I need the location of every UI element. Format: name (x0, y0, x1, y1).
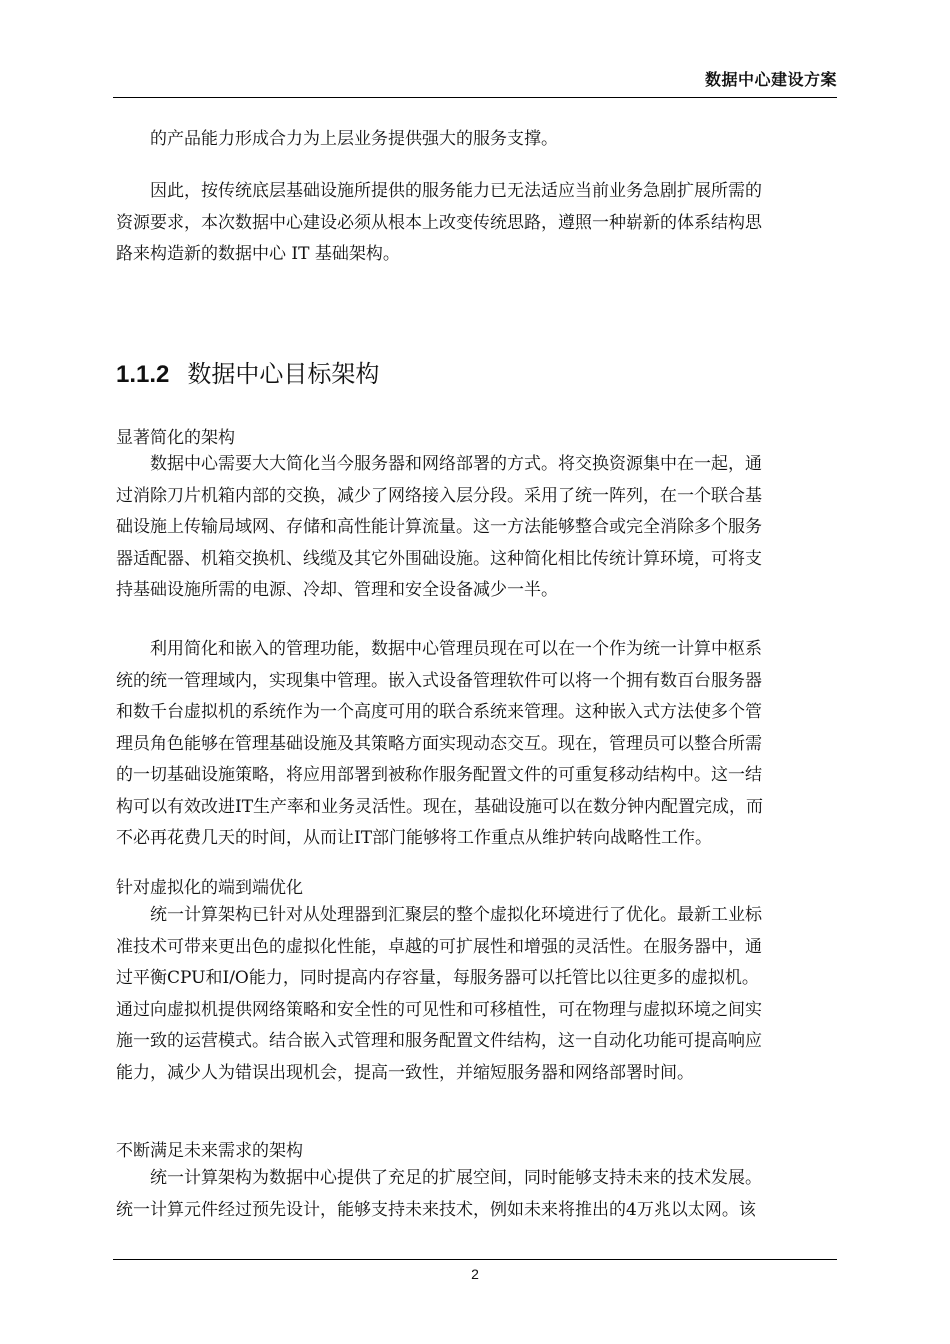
paragraph-continuation (116, 208, 840, 271)
text-line: 的产品能力形成合力为上层业务提供强大的服务支撑。 (150, 129, 558, 149)
text-line: 准技术可带来更出色的虚拟化性能，卓越的可扩展性和增强的灵活性。在服务器中，通 (116, 936, 762, 957)
section-heading (116, 354, 379, 389)
text-line: 利用简化和嵌入的管理功能，数据中心管理员现在可以在一个作为统一计算中枢系 (150, 639, 762, 659)
paragraph-virtualization (116, 900, 840, 1089)
paragraph-management (116, 634, 840, 855)
text-line: 能力，减少人为错误出现机会，提高一致性，并缩短服务器和网络部署时间。 (116, 1062, 694, 1083)
text-line: 施一致的运营模式。结合嵌入式管理和服务配置文件结构，这一自动化功能可提高响应 (116, 1031, 762, 1051)
text-line: 器适配器、机箱交换机、线缆及其它外围础设施。这种简化相比传统计算环境，可将支 (116, 548, 762, 569)
text-line: 统一计算架构已针对从处理器到汇聚层的整个虚拟化环境进行了优化。最新工业标 (150, 905, 762, 925)
text-line: 理员角色能够在管理基础设施及其策略方面实现动态交互。现在，管理员可以整合所需 (116, 733, 762, 754)
text-line: 不必再花费几天的时间，从而让IT部门能够将工作重点从维护转向战略性工作。 (116, 828, 713, 848)
subheading-simplified: 显著简化的架构 (116, 428, 235, 448)
text-line: 统一计算元件经过预先设计，能够支持未来技术，例如未来将推出的4万兆以太网。该 (116, 1199, 756, 1220)
text-line: 路来构造新的数据中心 IT 基础架构。 (116, 244, 400, 264)
paragraph (116, 176, 840, 208)
section-number: 1.1.2 (116, 361, 170, 388)
subheading-future: 不断满足未来需求的架构 (116, 1141, 303, 1161)
text-line: 础设施上传输局域网、存储和高性能计算流量。这一方法能够整合或完全消除多个服务 (116, 517, 762, 537)
text-line: 因此，按传统底层基础设施所提供的服务能力已无法适应当前业务急剧扩展所需的 (150, 181, 762, 201)
text-line: 构可以有效改进IT生产率和业务灵活性。现在，基础设施可以在数分钟内配置完成，而 (116, 796, 764, 817)
text-line: 资源要求，本次数据中心建设必须从根本上改变传统思路，遵照一种崭新的体系结构思 (116, 212, 762, 233)
text-line: 过消除刀片机箱内部的交换，减少了网络接入层分段。采用了统一阵列，在一个联合基 (116, 485, 762, 506)
text-line: 统的统一管理域内，实现集中管理。嵌入式设备管理软件可以将一个拥有数百台服务器 (116, 670, 762, 691)
running-header-title: 数据中心建设方案 (704, 72, 837, 89)
text-line: 数据中心需要大大简化当今服务器和网络部署的方式。将交换资源集中在一起，通 (150, 454, 762, 474)
header-rule (113, 97, 837, 98)
text-line: 过平衡CPU和I/O能力，同时提高内存容量，每服务器可以托管比以往更多的虚拟机。 (116, 968, 759, 988)
paragraph (116, 124, 840, 156)
text-line: 和数千台虚拟机的系统作为一个高度可用的联合系统来管理。这种嵌入式方法使多个管 (116, 702, 762, 722)
paragraph-continued (116, 124, 840, 156)
text-line: 的一切基础设施策略，将应用部署到被称作服务配置文件的可重复移动结构中。这一结 (116, 765, 762, 785)
text-line: 持基础设施所需的电源、冷却、管理和安全设备减少一半。 (116, 580, 558, 600)
paragraph-simplified (116, 449, 840, 607)
paragraph-intro (116, 176, 840, 271)
paragraph-future (116, 1163, 840, 1226)
text-line: 统一计算架构为数据中心提供了充足的扩展空间，同时能够支持未来的技术发展。 (150, 1168, 762, 1188)
subheading-virtualization: 针对虚拟化的端到端优化 (116, 878, 303, 898)
footer-rule (113, 1259, 837, 1260)
section-title: 数据中心目标架构 (187, 361, 380, 388)
page-number: 2 (471, 1266, 479, 1282)
text-line: 通过向虚拟机提供网络策略和安全性的可见性和可移植性，可在物理与虚拟环境之间实 (116, 999, 762, 1020)
